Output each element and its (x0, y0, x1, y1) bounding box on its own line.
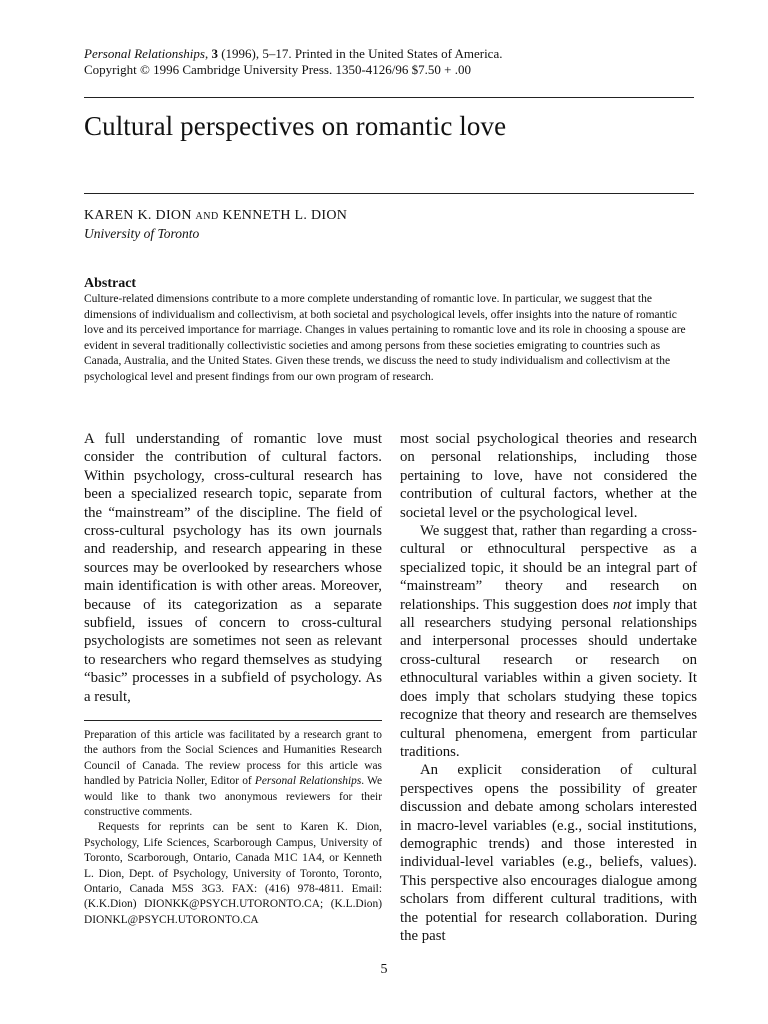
footnote-reprints: Requests for reprints can be sent to Karen K. Dion, Psychology, Life Sciences, Scarborough Campus, University of Toronto, Scarborough, Ontario, Canada M1C 1A4, or Kenneth L. Dion, Dept. of Psychology, University of Toronto, Toronto, Ontario, Canada M5S 3G3. FAX: (416) 978-4811. Email: (K.K.Dion) DIONKK@PSYCH.UTORONTO.CA; (K.L.Dion) DIONKL@PSYCH.UTORONTO.CA (84, 821, 382, 926)
abstract-text: Culture-related dimensions contribute to a more complete understanding of romantic love. In particular, we suggest that the dimensions of individualism and collectivism, at both societal and psychological levels, offer insights into the nature of romantic love and its perceived importance for marriage. Changes in values pertaining to romantic love and its role in choosing a spouse are evident in several traditionally collectivistic societies and among persons from these societies emigrating to countries such as Canada, Australia, and the United States. Given these trends, we discuss the need to study individualism and collectivism at the psychological level and present findings from our own program of research. (84, 293, 686, 383)
citation-line: Personal Relationships, 3 (1996), 5–17. Printed in the United States of America. (84, 46, 503, 61)
page-number: 5 (380, 962, 388, 977)
body-paragraph: A full understanding of romantic love must consider the contribution of cultural factors. Within psychology, cross-cultural research has been a specialized research topic, separate from the “mainstream” of the discipline. The field of cross-cultural psychology has its own journals and readership, and research appearing in these sources may be overlooked by researchers whose main identification is with other areas. Moreover, because of its categorization as a separate subfield, issues of concern to cross-cultural psychologists are sometimes not seen as relevant to researchers who regard themselves as studying “basic” processes in a subfield of psychology. As a result, (84, 431, 382, 705)
body-paragraph: An explicit consideration of cultural perspectives opens the possibility of greater discussion and debate among scholars interested in macro-level variables (e.g., social institutions, demographic trends) and those interested in individual-level variables (e.g., beliefs, values). This perspective also encourages dialogue among scholars from different cultural traditions, with the potential for research collaboration. During the past (400, 762, 697, 944)
title-rule (84, 193, 694, 194)
body-paragraph: most social psychological theories and research on personal relationships, including those pertaining to love, have not considered the contribution of cultural factors, whether at the societal level or the psychological level. (400, 431, 697, 521)
article-title: Cultural perspectives on romantic love (84, 111, 507, 141)
right-column (400, 430, 697, 945)
journal-header (84, 46, 694, 78)
header-rule (84, 97, 694, 98)
abstract-heading: Abstract (84, 276, 137, 291)
author-line (84, 207, 347, 226)
footnote (84, 728, 382, 928)
copyright-line: Copyright © 1996 Cambridge University Press. 1350-4126/96 $7.50 + .00 (84, 62, 471, 77)
author-conjunction: AND (195, 211, 219, 222)
footnote-journal-name: Personal Relationships (254, 775, 362, 788)
body-paragraph (400, 522, 697, 761)
body-text: We suggest that, rather than regarding a cross-cultural or ethnocultural perspective as a specialized topic, it should be an integral part of “mainstream” theory and research on relationships. This suggestion does (400, 523, 697, 613)
emphasis-text: not (612, 596, 632, 613)
citation-details: (1996), 5–17. Printed in the United States of America. (217, 46, 503, 61)
journal-name: Personal Relationships (84, 46, 205, 61)
footnote-text: . We would like to thank two anonymous reviewers for their constructive comments. (84, 775, 383, 819)
footnote-rule (84, 720, 382, 721)
journal-volume: 3 (211, 46, 218, 61)
footnote-acknowledgment (84, 728, 382, 820)
author-2: KENNETH L. DION (222, 208, 348, 223)
left-column (84, 430, 382, 706)
body-text: imply that all researchers studying personal relationships and interpersonal processes should undertake cross-cultural research or research on ethnocultural variables within a given society. It does imply that scholars studying these topics recognize that theory and research are themselves cultural phenomena, emergent from particular traditions. (400, 596, 697, 760)
author-1: KAREN K. DION (84, 208, 192, 223)
author-affiliation: University of Toronto (84, 226, 200, 241)
footnote-text: Preparation of this article was facilitated by a research grant to the authors from the Social Sciences and Humanities Research Council of Canada. The review process for this article was handled by Patricia Noller, Editor of (84, 729, 382, 788)
